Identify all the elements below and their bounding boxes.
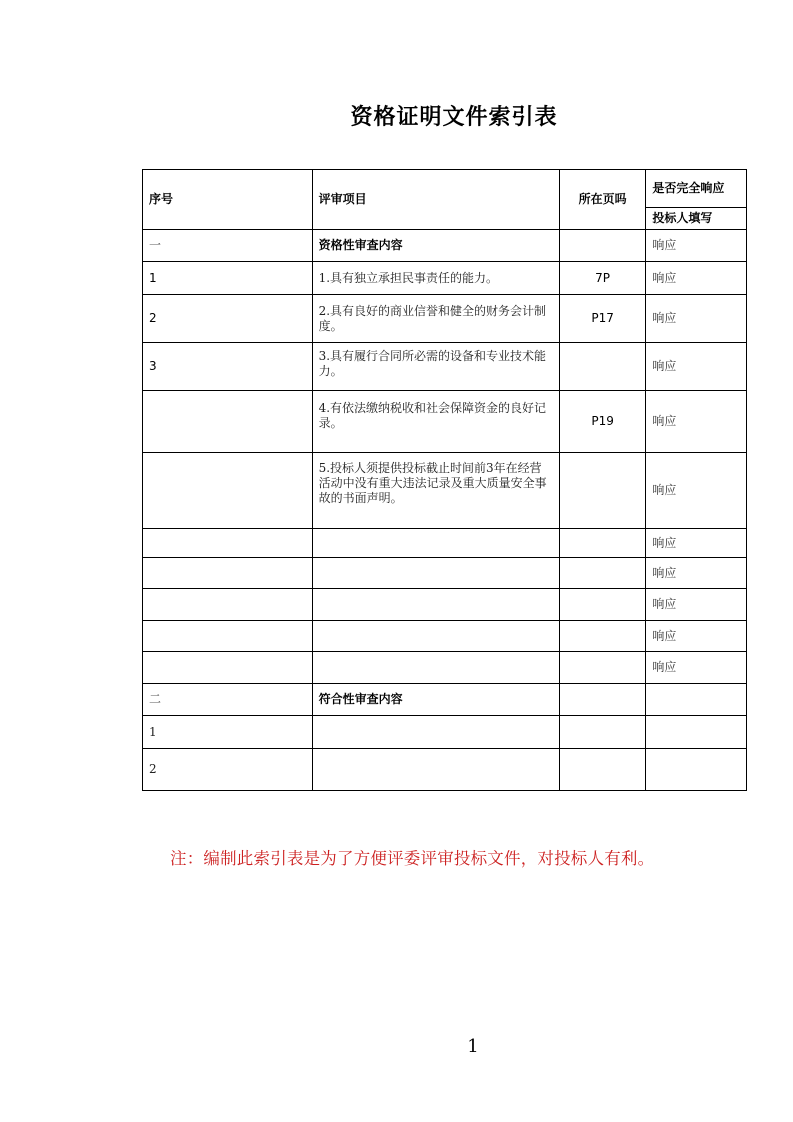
table-row <box>143 558 747 589</box>
cell-page: P17 <box>559 295 645 343</box>
cell-page <box>559 621 645 652</box>
cell-response: 响应 <box>646 230 747 262</box>
cell-response: 响应 <box>646 391 747 453</box>
cell-seq <box>143 529 313 558</box>
cell-seq: 2 <box>143 295 313 343</box>
cell-item: 2.具有良好的商业信誉和健全的财务会计制度。 <box>312 295 559 343</box>
cell-page: 7P <box>559 262 645 295</box>
cell-seq: 1 <box>143 262 313 295</box>
cell-response: 响应 <box>646 558 747 589</box>
header-row <box>143 170 747 208</box>
cell-item <box>312 652 559 684</box>
table-row <box>143 749 747 791</box>
cell-seq: 二 <box>143 684 313 716</box>
cell-page <box>559 529 645 558</box>
cell-seq <box>143 391 313 453</box>
cell-page <box>559 716 645 749</box>
cell-item: 1.具有独立承担民事责任的能力。 <box>312 262 559 295</box>
cell-response: 响应 <box>646 343 747 391</box>
cell-page <box>559 343 645 391</box>
cell-item: 4.有依法缴纳税收和社会保障资金的良好记录。 <box>312 391 559 453</box>
cell-seq: 3 <box>143 343 313 391</box>
cell-response <box>646 716 747 749</box>
cell-item <box>312 749 559 791</box>
cell-page <box>559 230 645 262</box>
cell-seq <box>143 558 313 589</box>
cell-item <box>312 716 559 749</box>
cell-response: 响应 <box>646 652 747 684</box>
page-number: 1 <box>467 1036 479 1057</box>
header-response: 是否完全响应 <box>646 170 747 208</box>
cell-response <box>646 684 747 716</box>
cell-page <box>559 684 645 716</box>
footnote: 注：编制此索引表是为了方便评委评审投标文件，对投标人有利。 <box>170 849 655 868</box>
cell-response <box>646 749 747 791</box>
cell-seq: 一 <box>143 230 313 262</box>
cell-seq <box>143 453 313 529</box>
table-row <box>143 295 747 343</box>
table-row <box>143 529 747 558</box>
cell-item: 5.投标人须提供投标截止时间前3年在经营活动中没有重大违法记录及重大质量安全事故的书面声明。 <box>312 453 559 529</box>
cell-response: 响应 <box>646 529 747 558</box>
cell-seq <box>143 589 313 621</box>
cell-item: 符合性审查内容 <box>312 684 559 716</box>
cell-page <box>559 589 645 621</box>
cell-response: 响应 <box>646 295 747 343</box>
cell-item <box>312 589 559 621</box>
header-item: 评审项目 <box>312 170 559 230</box>
cell-seq: 2 <box>143 749 313 791</box>
cell-page <box>559 652 645 684</box>
cell-page <box>559 558 645 589</box>
cell-item <box>312 621 559 652</box>
header-page: 所在页吗 <box>559 170 645 230</box>
table-row <box>143 684 747 716</box>
cell-item <box>312 558 559 589</box>
cell-response: 响应 <box>646 589 747 621</box>
cell-response: 响应 <box>646 453 747 529</box>
cell-page <box>559 453 645 529</box>
cell-response: 响应 <box>646 262 747 295</box>
cell-item: 资格性审查内容 <box>312 230 559 262</box>
cell-seq: 1 <box>143 716 313 749</box>
cell-seq <box>143 621 313 652</box>
cell-response: 响应 <box>646 621 747 652</box>
index-table <box>142 169 747 791</box>
cell-item: 3.具有履行合同所必需的设备和专业技术能力。 <box>312 343 559 391</box>
table-row <box>143 343 747 391</box>
table-row <box>143 716 747 749</box>
header-bidder-fill: 投标人填写 <box>646 208 747 230</box>
table-row <box>143 391 747 453</box>
document-title: 资格证明文件索引表 <box>350 105 558 130</box>
table-row <box>143 453 747 529</box>
table-row <box>143 652 747 684</box>
table-row <box>143 589 747 621</box>
cell-seq <box>143 652 313 684</box>
cell-page: P19 <box>559 391 645 453</box>
cell-item <box>312 529 559 558</box>
header-seq: 序号 <box>143 170 313 230</box>
cell-page <box>559 749 645 791</box>
table-row <box>143 230 747 262</box>
table-row <box>143 621 747 652</box>
table-row <box>143 262 747 295</box>
